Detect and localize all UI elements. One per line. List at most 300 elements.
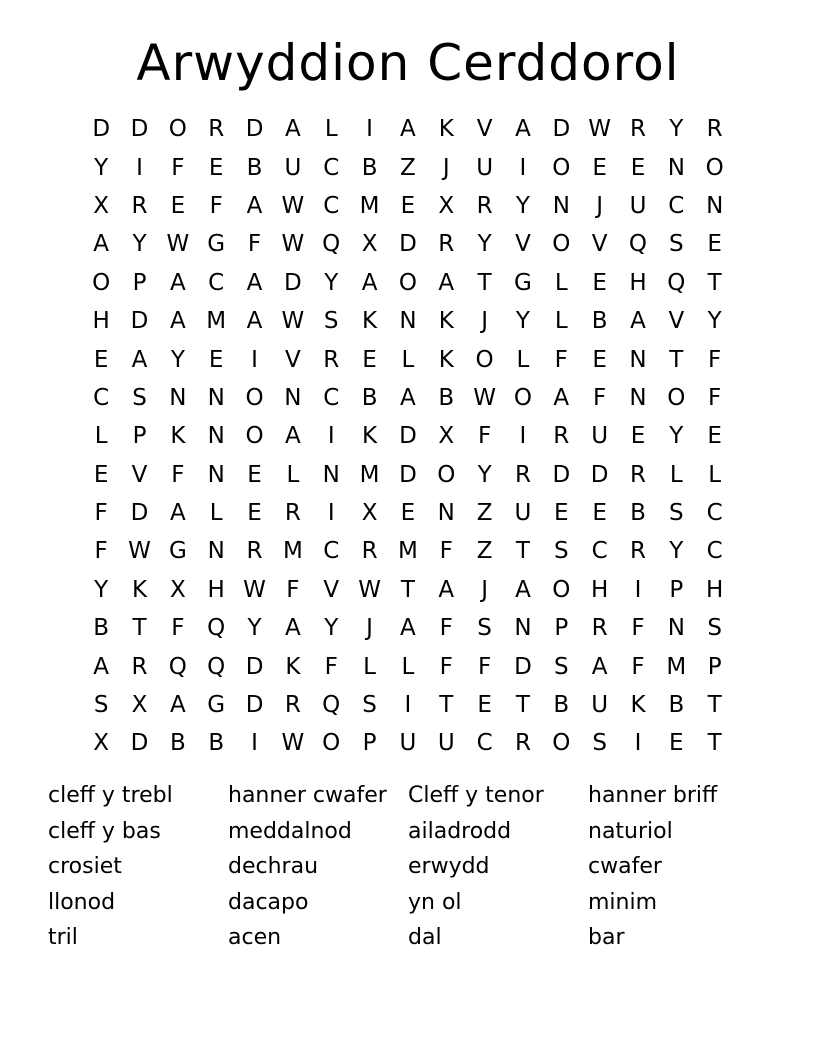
grid-cell: S <box>553 538 569 565</box>
grid-cell: L <box>708 461 722 488</box>
grid-cell: A <box>630 308 646 335</box>
grid-cell: I <box>634 730 642 757</box>
grid-cell: E <box>707 231 722 258</box>
grid-cell: Y <box>669 116 684 143</box>
grid-cell: N <box>552 192 570 219</box>
grid-cell: B <box>93 615 110 642</box>
grid-cell: N <box>629 384 647 411</box>
grid-cell: R <box>629 461 646 488</box>
grid-cell: W <box>243 576 266 603</box>
grid-cell: C <box>323 384 340 411</box>
grid-cell: B <box>246 154 263 181</box>
grid-row <box>82 302 734 340</box>
word-list <box>48 778 768 956</box>
grid-cell: N <box>629 346 647 373</box>
grid-cell: F <box>286 576 300 603</box>
grid-cell: Y <box>247 615 262 642</box>
grid-cell: E <box>93 346 109 373</box>
grid-cell: J <box>481 308 488 335</box>
grid-cell: W <box>166 231 190 258</box>
grid-row <box>82 456 734 494</box>
grid-cell: R <box>361 538 378 565</box>
grid-cell: N <box>667 615 685 642</box>
grid-cell: B <box>361 384 378 411</box>
grid-cell: F <box>324 653 338 680</box>
grid-row <box>82 148 734 186</box>
grid-cell: Q <box>207 615 226 642</box>
grid-row <box>82 340 734 378</box>
word-list-item: naturiol <box>588 818 673 844</box>
grid-cell: D <box>552 461 571 488</box>
grid-cell: U <box>591 692 609 719</box>
word-list-item: dacapo <box>228 889 309 915</box>
grid-cell: Y <box>669 538 684 565</box>
grid-cell: W <box>128 538 151 565</box>
grid-cell: B <box>668 692 685 719</box>
grid-cell: O <box>245 384 264 411</box>
grid-cell: F <box>439 615 453 642</box>
grid-cell: T <box>707 730 722 757</box>
grid-cell: U <box>629 192 647 219</box>
grid-cell: O <box>245 423 264 450</box>
grid-cell: D <box>245 116 264 143</box>
grid-cell: E <box>707 423 722 450</box>
grid-cell: A <box>131 346 148 373</box>
grid-cell: I <box>327 500 335 527</box>
word-list-item: cleff y trebl <box>48 783 173 808</box>
grid-cell: K <box>131 576 148 603</box>
grid-cell: G <box>207 692 226 719</box>
word-list-item: dechrau <box>228 854 319 879</box>
grid-cell: K <box>630 692 646 719</box>
word-list-item: meddalnod <box>228 818 352 844</box>
grid-cell: T <box>707 692 722 719</box>
grid-cell: S <box>323 308 339 335</box>
word-list-item: minim <box>588 889 658 915</box>
grid-cell: B <box>438 384 455 411</box>
grid-cell: Q <box>322 692 341 719</box>
grid-cell: R <box>438 231 455 258</box>
grid-cell: R <box>629 538 646 565</box>
grid-cell: Y <box>324 269 339 296</box>
grid-cell: D <box>284 269 302 296</box>
grid-cell: F <box>708 384 722 411</box>
grid-cell: B <box>630 500 646 527</box>
grid-cell: A <box>285 423 301 450</box>
grid-row <box>82 417 734 455</box>
grid-cell: N <box>207 384 225 411</box>
grid-cell: Y <box>669 423 684 450</box>
grid-cell: E <box>400 500 416 527</box>
grid-cell: F <box>171 154 185 181</box>
grid-cell: X <box>93 192 110 219</box>
grid-cell: R <box>553 423 570 450</box>
grid-cell: F <box>631 615 645 642</box>
grid-cell: E <box>170 192 186 219</box>
grid-cell: D <box>92 116 111 143</box>
grid-cell: L <box>363 653 376 680</box>
grid-cell: D <box>399 461 417 488</box>
grid-cell: S <box>93 692 109 719</box>
grid-cell: Q <box>628 231 648 258</box>
grid-cell: F <box>631 653 645 680</box>
grid-cell: E <box>592 269 607 296</box>
grid-cell: P <box>669 576 684 603</box>
grid-cell: O <box>552 154 571 181</box>
grid-cell: A <box>515 576 531 603</box>
grid-cell: C <box>323 192 340 219</box>
grid-cell: K <box>170 423 186 450</box>
word-list-item: tril <box>48 925 78 950</box>
grid-cell: R <box>246 538 263 565</box>
grid-cell: G <box>514 269 532 296</box>
grid-cell: H <box>590 576 609 603</box>
grid-cell: H <box>629 269 647 296</box>
grid-cell: E <box>93 461 109 488</box>
grid-cell: O <box>322 730 341 757</box>
grid-cell: D <box>552 116 571 143</box>
grid-cell: M <box>359 461 380 488</box>
grid-cell: M <box>397 538 418 565</box>
grid-cell: P <box>554 615 569 642</box>
grid-cell: T <box>132 615 147 642</box>
grid-cell: O <box>705 154 724 181</box>
grid-cell: F <box>708 346 722 373</box>
grid-cell: V <box>515 231 531 258</box>
word-list-item: dal <box>408 925 442 950</box>
grid-cell: A <box>169 692 186 719</box>
grid-row <box>82 379 734 417</box>
grid-cell: K <box>438 346 454 373</box>
word-list-item: hanner briff <box>588 783 718 808</box>
grid-cell: P <box>362 730 377 757</box>
grid-cell: Q <box>168 653 187 680</box>
grid-cell: X <box>93 730 110 757</box>
grid-cell: V <box>591 231 608 258</box>
grid-cell: G <box>168 538 187 565</box>
grid-cell: Q <box>207 653 226 680</box>
grid-cell: A <box>93 653 110 680</box>
word-list-item: Cleff y tenor <box>408 783 544 808</box>
grid-cell: E <box>592 154 607 181</box>
grid-cell: D <box>590 461 609 488</box>
grid-cell: R <box>131 653 148 680</box>
grid-cell: M <box>666 653 687 680</box>
grid-cell: E <box>630 154 646 181</box>
grid-cell: D <box>245 692 264 719</box>
grid-cell: K <box>438 308 454 335</box>
grid-cell: C <box>706 500 723 527</box>
grid-cell: S <box>553 653 569 680</box>
grid-cell: Q <box>322 231 341 258</box>
grid-row <box>82 494 734 532</box>
grid-cell: Q <box>667 269 686 296</box>
grid-cell: X <box>438 423 455 450</box>
grid-cell: A <box>438 576 455 603</box>
grid-cell: I <box>251 730 258 757</box>
grid-cell: R <box>514 461 531 488</box>
grid-cell: T <box>669 346 684 373</box>
grid-cell: C <box>591 538 608 565</box>
grid-cell: A <box>169 269 186 296</box>
grid-cell: L <box>516 346 530 373</box>
grid-cell: D <box>130 116 149 143</box>
grid-row <box>82 532 734 570</box>
grid-cell: C <box>476 730 493 757</box>
grid-cell: N <box>706 192 724 219</box>
grid-cell: N <box>284 384 302 411</box>
grid-cell: E <box>247 461 262 488</box>
grid-cell: F <box>593 384 607 411</box>
grid-cell: J <box>596 192 604 219</box>
grid-cell: A <box>285 116 301 143</box>
grid-cell: Y <box>515 192 530 219</box>
grid-cell: X <box>438 192 455 219</box>
grid-cell: P <box>707 653 722 680</box>
grid-cell: Z <box>476 500 493 527</box>
grid-cell: R <box>591 615 608 642</box>
grid-cell: R <box>131 192 148 219</box>
grid-cell: W <box>588 116 612 143</box>
grid-cell: S <box>362 692 377 719</box>
grid-cell: B <box>361 154 378 181</box>
grid-cell: F <box>171 461 185 488</box>
grid-cell: E <box>554 500 569 527</box>
grid-cell: N <box>399 308 417 335</box>
grid-cell: O <box>437 461 456 488</box>
grid-cell: P <box>132 269 147 296</box>
grid-cell: R <box>284 692 301 719</box>
grid-cell: E <box>592 346 607 373</box>
grid-cell: G <box>207 231 226 258</box>
grid-cell: I <box>404 692 412 719</box>
grid-cell: L <box>401 346 415 373</box>
grid-cell: V <box>668 308 685 335</box>
grid-cell: D <box>130 500 149 527</box>
grid-cell: A <box>169 500 186 527</box>
grid-cell: F <box>247 231 262 258</box>
grid-cell: K <box>438 116 454 143</box>
grid-cell: W <box>473 384 496 411</box>
grid-cell: O <box>398 269 417 296</box>
letter-grid <box>82 110 734 763</box>
grid-row <box>82 571 734 609</box>
grid-cell: F <box>477 653 492 680</box>
grid-cell: X <box>361 231 378 258</box>
grid-cell: L <box>94 423 108 450</box>
grid-cell: J <box>366 615 373 642</box>
grid-cell: K <box>362 308 378 335</box>
grid-cell: D <box>130 730 149 757</box>
grid-cell: A <box>169 308 186 335</box>
grid-cell: O <box>667 384 686 411</box>
grid-cell: L <box>286 461 300 488</box>
grid-cell: T <box>707 269 722 296</box>
grid-cell: R <box>208 116 225 143</box>
grid-cell: H <box>92 308 110 335</box>
grid-cell: I <box>327 423 335 450</box>
grid-cell: W <box>281 231 305 258</box>
grid-cell: T <box>477 269 492 296</box>
grid-row <box>82 724 734 762</box>
grid-cell: W <box>281 192 305 219</box>
grid-cell: J <box>481 576 488 603</box>
grid-cell: D <box>130 308 149 335</box>
grid-cell: F <box>94 538 108 565</box>
grid-cell: V <box>323 576 340 603</box>
grid-cell: R <box>284 500 301 527</box>
grid-cell: O <box>92 269 111 296</box>
grid-cell: I <box>366 116 373 143</box>
grid-cell: M <box>206 308 227 335</box>
grid-cell: V <box>476 116 493 143</box>
grid-cell: B <box>553 692 570 719</box>
grid-cell: S <box>592 730 607 757</box>
word-list-item: acen <box>228 925 282 950</box>
grid-cell: R <box>476 192 493 219</box>
grid-cell: B <box>591 308 608 335</box>
grid-cell: C <box>323 538 340 565</box>
grid-cell: A <box>400 384 416 411</box>
grid-cell: R <box>706 116 723 143</box>
grid-cell: A <box>515 116 531 143</box>
grid-cell: M <box>282 538 303 565</box>
grid-cell: D <box>245 653 264 680</box>
word-list-item: crosiet <box>48 854 122 879</box>
grid-cell: T <box>400 576 415 603</box>
grid-cell: E <box>362 346 377 373</box>
grid-cell: Y <box>94 576 109 603</box>
grid-cell: N <box>207 423 225 450</box>
grid-cell: U <box>476 154 494 181</box>
grid-cell: L <box>554 308 568 335</box>
grid-cell: N <box>207 461 225 488</box>
word-list-item: yn ol <box>408 889 462 915</box>
word-list-item: hanner cwafer <box>228 783 387 808</box>
grid-cell: A <box>93 231 110 258</box>
grid-cell: S <box>477 615 492 642</box>
grid-cell: O <box>552 730 571 757</box>
grid-cell: W <box>358 576 381 603</box>
grid-cell: F <box>171 615 185 642</box>
grid-cell: L <box>554 269 568 296</box>
grid-cell: N <box>169 384 187 411</box>
grid-cell: B <box>208 730 225 757</box>
grid-cell: F <box>439 653 453 680</box>
grid-cell: H <box>706 576 724 603</box>
grid-cell: E <box>669 730 684 757</box>
grid-cell: O <box>552 231 571 258</box>
grid-cell: B <box>169 730 186 757</box>
word-list-item: ailadrodd <box>408 818 512 844</box>
grid-cell: U <box>399 730 417 757</box>
grid-cell: A <box>246 269 263 296</box>
grid-cell: A <box>246 192 263 219</box>
grid-cell: W <box>281 308 305 335</box>
grid-cell: E <box>592 500 607 527</box>
grid-cell: K <box>362 423 378 450</box>
grid-cell: L <box>324 116 338 143</box>
grid-cell: Y <box>707 308 722 335</box>
grid-cell: T <box>515 538 530 565</box>
grid-cell: C <box>668 192 685 219</box>
grid-cell: T <box>515 692 530 719</box>
grid-cell: U <box>437 730 455 757</box>
grid-cell: E <box>400 192 416 219</box>
grid-cell: S <box>707 615 722 642</box>
grid-row <box>82 264 734 302</box>
grid-cell: J <box>442 154 450 181</box>
grid-cell: O <box>552 576 571 603</box>
grid-cell: A <box>400 116 416 143</box>
grid-cell: Y <box>477 461 492 488</box>
grid-cell: Y <box>477 231 492 258</box>
grid-cell: A <box>438 269 455 296</box>
grid-cell: V <box>131 461 148 488</box>
grid-cell: D <box>399 231 417 258</box>
grid-cell: A <box>553 384 570 411</box>
grid-row <box>82 686 734 724</box>
grid-cell: H <box>207 576 225 603</box>
grid-cell: Y <box>324 615 339 642</box>
word-list-item: cleff y bas <box>48 818 161 844</box>
grid-cell: Z <box>400 154 416 181</box>
grid-cell: X <box>131 692 148 719</box>
grid-row <box>82 110 734 148</box>
grid-cell: E <box>477 692 492 719</box>
grid-cell: D <box>514 653 532 680</box>
puzzle-title: Arwyddion Cerddorol <box>136 34 680 92</box>
grid-cell: X <box>169 576 186 603</box>
grid-cell: A <box>361 269 378 296</box>
grid-cell: S <box>132 384 147 411</box>
grid-cell: N <box>437 500 455 527</box>
grid-cell: K <box>285 653 301 680</box>
grid-cell: L <box>209 500 223 527</box>
grid-cell: E <box>247 500 262 527</box>
grid-cell: F <box>477 423 492 450</box>
grid-cell: C <box>323 154 340 181</box>
grid-cell: F <box>554 346 568 373</box>
grid-cell: A <box>591 653 608 680</box>
grid-cell: F <box>94 500 108 527</box>
grid-cell: Y <box>170 346 185 373</box>
grid-cell: U <box>514 500 532 527</box>
grid-cell: F <box>439 538 453 565</box>
grid-cell: R <box>629 116 646 143</box>
grid-cell: X <box>361 500 378 527</box>
grid-cell: R <box>514 730 531 757</box>
grid-cell: N <box>514 615 532 642</box>
grid-cell: U <box>591 423 609 450</box>
grid-cell: O <box>168 116 187 143</box>
grid-row <box>82 609 734 647</box>
grid-cell: M <box>359 192 380 219</box>
grid-row <box>82 225 734 263</box>
grid-cell: Y <box>94 154 109 181</box>
word-list-item: bar <box>588 925 625 950</box>
grid-cell: S <box>669 231 684 258</box>
grid-cell: U <box>284 154 302 181</box>
grid-row <box>82 187 734 225</box>
grid-cell: I <box>251 346 258 373</box>
grid-cell: A <box>400 615 416 642</box>
grid-cell: I <box>634 576 642 603</box>
grid-cell: T <box>439 692 454 719</box>
grid-cell: S <box>669 500 684 527</box>
word-list-item: llonod <box>48 889 116 915</box>
grid-cell: V <box>285 346 301 373</box>
